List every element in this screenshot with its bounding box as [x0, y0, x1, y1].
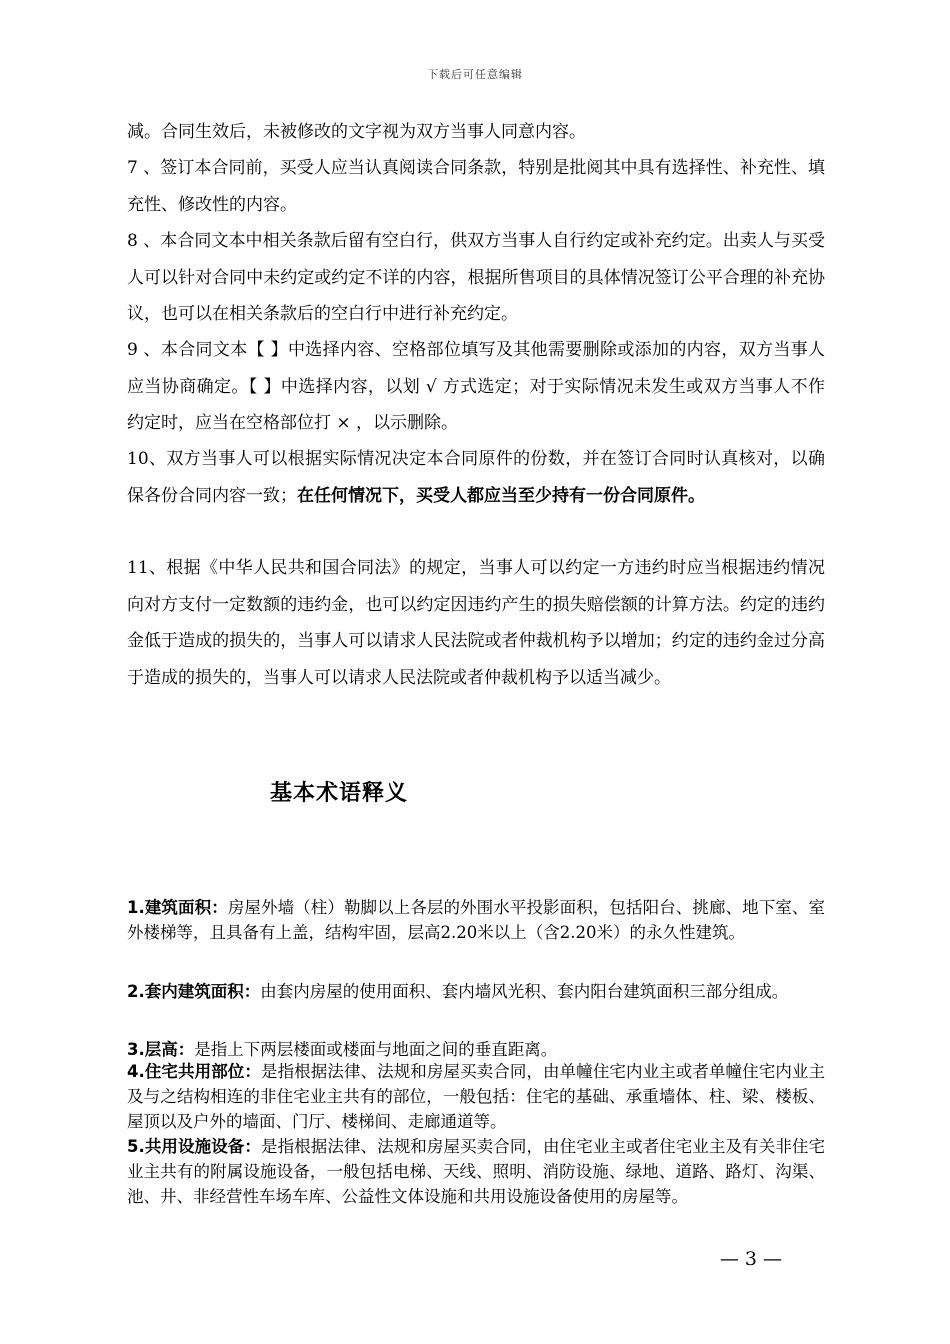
paragraph-item-8: 8 、本合同文本中相关条款后留有空白行，供双方当事人自行约定或补充约定。出卖人与买受人可以针对合同中未约定或约定不详的内容，根据所售项目的具体情况签订公平合理的补充协议，也可以在相关条款后的空白行中进行补充约定。: [127, 231, 825, 324]
term-2-label: 2.套内建筑面积：: [127, 982, 261, 1001]
paragraph-item-10-text: 10、双方当事人可以根据实际情况决定本合同原件的份数，并在签订合同时认真核对，以确保各份合同内容一致；: [127, 449, 825, 506]
term-3-label: 3.层高：: [127, 1040, 195, 1059]
page-number: — 3 —: [719, 1248, 782, 1270]
paragraph-item-11: 11、根据《中华人民共和国合同法》的规定，当事人可以约定一方违约时应当根据违约情况向对方支付一定数额的违约金，也可以约定因违约产生的损失赔偿额的计算方法。约定的违约金低于造成的损失的，当事人可以请求人民法院或者仲裁机构予以增加；约定的违约金过分高于造成的损失的，当事人可以请求人民法院或者仲裁机构予以适当减少。: [127, 558, 825, 688]
term-5-text: 是指根据法律、法规和房屋买卖合同，由住宅业主或者住宅业主及有关非住宅业主共有的附属设施设备，一般包括电梯、天线、照明、消防设施、绿地、道路、路灯、沟渠、池、井、非经营性车场车库、公益性文体设施和共用设施设备使用的房屋等。: [127, 1137, 826, 1206]
paragraph-item-10-emphasis: 在任何情况下，买受人都应当至少持有一份合同原件。: [297, 485, 705, 506]
term-5-label: 5.共用设施设备：: [127, 1137, 261, 1156]
term-5: [127, 1134, 825, 1209]
term-4-label: 4.住宅共用部位：: [127, 1062, 261, 1081]
paragraph-item-9: 9 、本合同文本【 】中选择内容、空格部位填写及其他需要删除或添加的内容，双方当事人应当协商确定。【 】中选择内容，以划 √ 方式选定；对于实际情况未发生或双方当事人不作约定时，应当在空格部位打 × ，以示删除。: [127, 340, 825, 433]
paragraph-item-7: 7 、签订本合同前，买受人应当认真阅读合同条款，特别是批阅其中具有选择性、补充性、填充性、修改性的内容。: [127, 158, 825, 215]
paragraph-item-10: [127, 441, 825, 514]
term-4: [127, 1059, 825, 1134]
term-1: [127, 895, 825, 945]
term-4-text: 是指根据法律、法规和房屋买卖合同，由单幢住宅内业主或者单幢住宅内业主及与之结构相连的非住宅业主共有的部位，一般包括：住宅的基础、承重墙体、柱、梁、楼板、屋顶以及户外的墙面、门厅、楼梯间、走廊通道等。: [127, 1062, 826, 1131]
page-header: 下载后可任意编辑: [427, 68, 523, 81]
term-1-text: 房屋外墙（柱）勒脚以上各层的外围水平投影面积，包括阳台、挑廊、地下室、室外楼梯等，且具备有上盖，结构牢固，层高2.20米以上（含2.20米）的永久性建筑。: [127, 898, 826, 942]
section-title: 基本术语释义: [270, 781, 409, 806]
term-1-label: 1.建筑面积：: [127, 898, 228, 917]
paragraph-continuation: 减。合同生效后，未被修改的文字视为双方当事人同意内容。: [127, 122, 586, 142]
term-2-text: 由套内房屋的使用面积、套内墙风光积、套内阳台建筑面积三部分组成。: [260, 982, 789, 1001]
term-2: [127, 975, 825, 1008]
term-3-text: 是指上下两层楼面或楼面与地面之间的垂直距离。: [194, 1040, 558, 1059]
